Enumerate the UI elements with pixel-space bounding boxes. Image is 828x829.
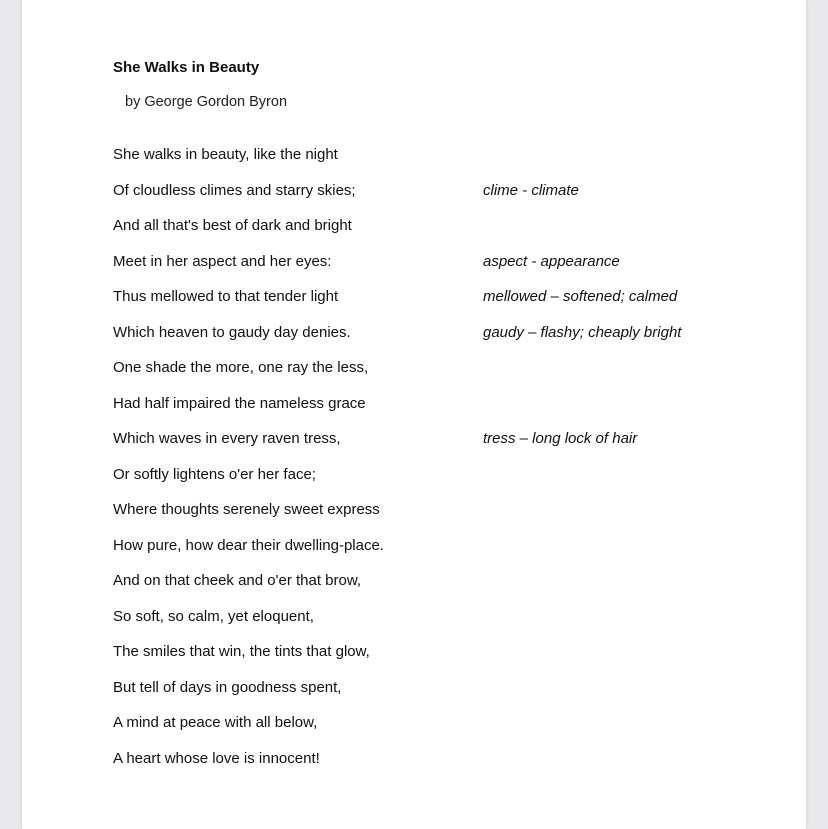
verse-text: Where thoughts serenely sweet express — [113, 501, 380, 518]
poem-line — [113, 679, 753, 715]
document-page — [22, 0, 806, 829]
vocabulary-gloss: clime - climate — [483, 181, 579, 199]
poem-body — [113, 146, 753, 785]
poem-line — [113, 324, 753, 360]
poem-line — [113, 182, 753, 218]
poem-author: by George Gordon Byron — [125, 94, 288, 110]
verse-text: How pure, how dear their dwelling-place. — [113, 536, 384, 554]
verse-text: She walks in beauty, like the night — [113, 146, 338, 163]
vocabulary-gloss: tress – long lock of hair — [483, 430, 638, 447]
verse-text: Which heaven to gaudy day denies. — [113, 323, 351, 341]
poem-line — [113, 146, 753, 182]
vocabulary-gloss: mellowed – softened; calmed — [483, 288, 678, 305]
verse-text: A heart whose love is innocent! — [113, 749, 320, 767]
verse-text: So soft, so calm, yet eloquent, — [113, 607, 314, 625]
verse-text: And on that cheek and o'er that brow, — [113, 572, 362, 589]
poem-line — [113, 466, 753, 502]
verse-text: But tell of days in goodness spent, — [113, 678, 342, 696]
poem-line — [113, 750, 753, 786]
poem-line — [113, 288, 753, 324]
poem-line — [113, 253, 753, 289]
poem-line — [113, 501, 753, 537]
poem-line — [113, 359, 753, 395]
verse-text: Meet in her aspect and her eyes: — [113, 252, 332, 270]
verse-text: One shade the more, one ray the less, — [113, 359, 369, 376]
poem-line — [113, 714, 753, 750]
poem-line — [113, 395, 753, 431]
verse-text: The smiles that win, the tints that glow, — [113, 643, 370, 660]
verse-text: Thus mellowed to that tender light — [113, 288, 339, 305]
verse-text: Or softly lightens o'er her face; — [113, 465, 316, 483]
poem-line — [113, 537, 753, 573]
vocabulary-gloss: gaudy – flashy; cheaply bright — [483, 323, 682, 341]
poem-line — [113, 430, 753, 466]
vocabulary-gloss: aspect - appearance — [483, 252, 620, 270]
poem-line — [113, 572, 753, 608]
verse-text: And all that's best of dark and bright — [113, 217, 352, 234]
verse-text: Of cloudless climes and starry skies; — [113, 181, 356, 199]
poem-line — [113, 643, 753, 679]
poem-line — [113, 217, 753, 253]
verse-text: Which waves in every raven tress, — [113, 430, 341, 447]
poem-title: She Walks in Beauty — [113, 59, 260, 76]
poem-line — [113, 608, 753, 644]
verse-text: A mind at peace with all below, — [113, 714, 318, 731]
verse-text: Had half impaired the nameless grace — [113, 394, 366, 412]
